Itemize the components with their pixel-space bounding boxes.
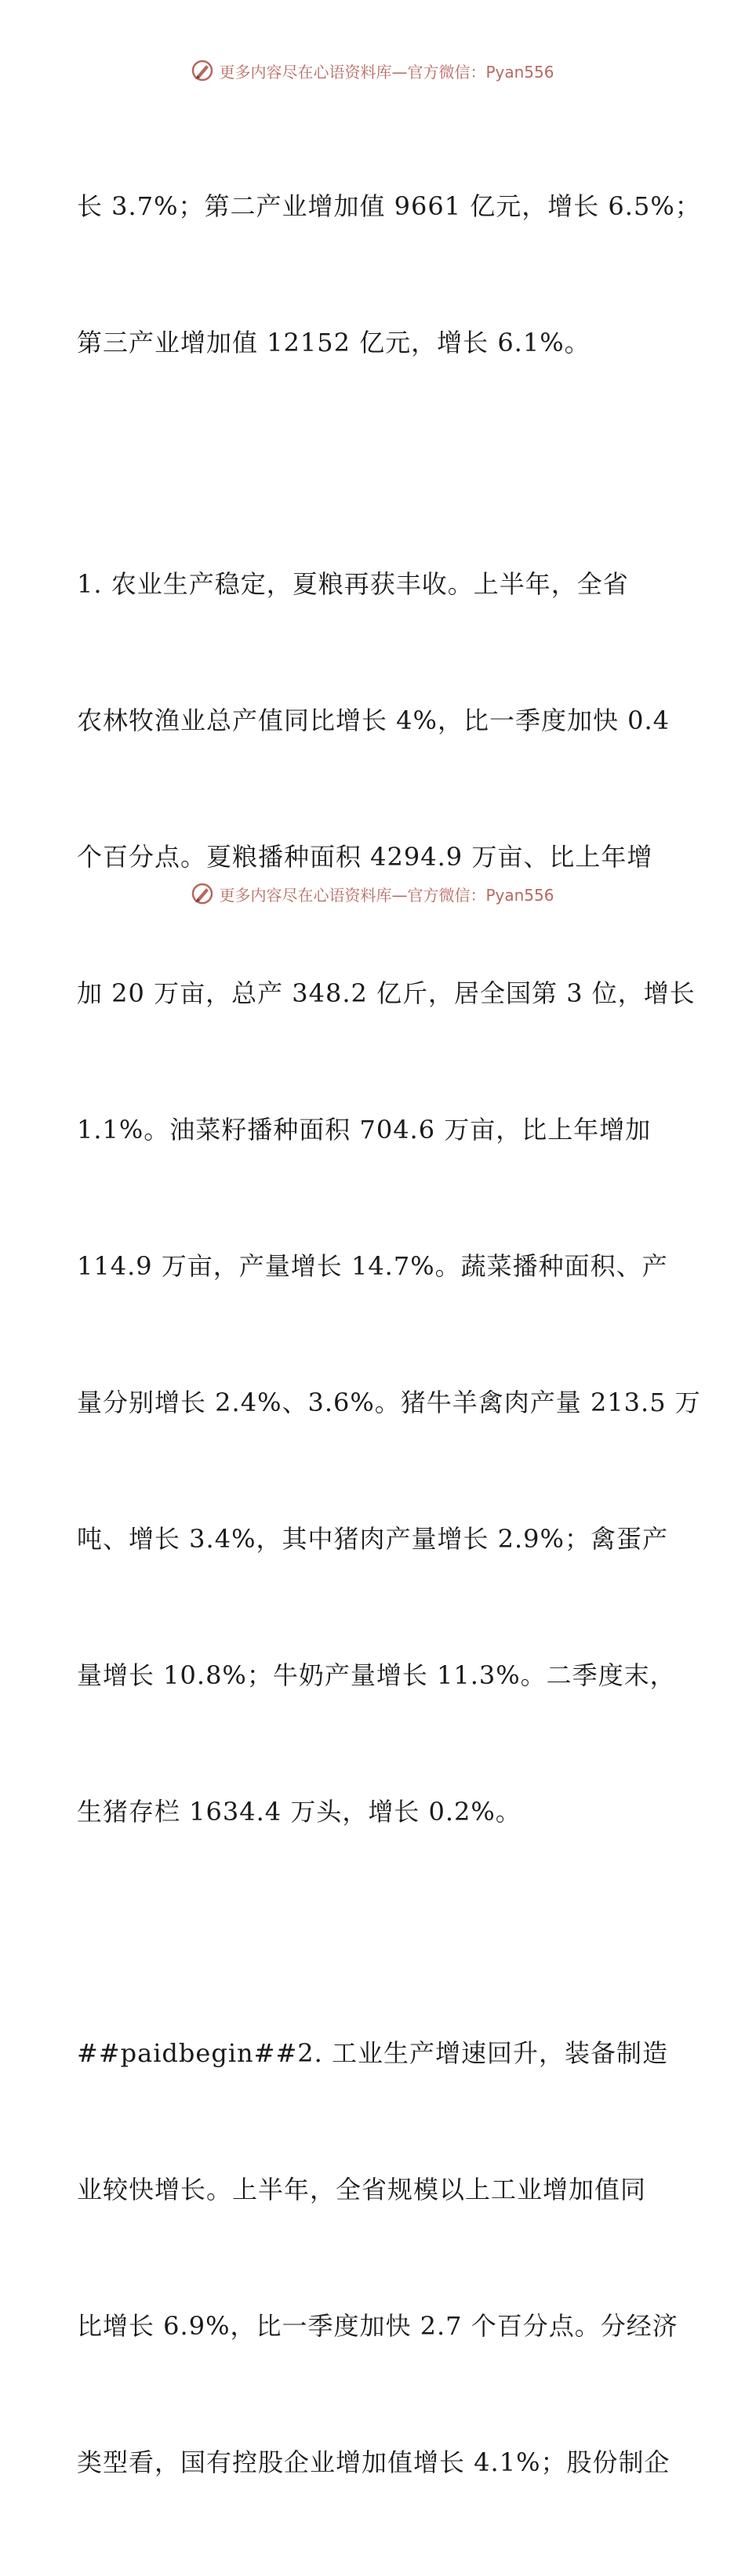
text-line: 业较快增长。上半年，全省规模以上工业增加值同 bbox=[77, 2175, 647, 2204]
text-line: 吨、增长 3.4%，其中猪肉产量增长 2.9%；禽蛋产 bbox=[77, 1524, 668, 1554]
footer-banner bbox=[0, 880, 745, 908]
header-banner-text: 更多内容尽在心语资料库—官方微信：Pyan556 bbox=[219, 62, 554, 82]
header-banner bbox=[0, 56, 745, 85]
text-line: 量增长 10.8%；牛奶产量增长 11.3%。二季度末， bbox=[77, 1660, 676, 1690]
text-line: ##paidbegin##2. 工业生产增速回升，装备制造 bbox=[77, 2038, 668, 2068]
text-line: 1.1%。油菜籽播种面积 704.6 万亩，比上年增加 bbox=[77, 1115, 652, 1145]
text-line: 长 3.7%；第二产业增加值 9661 亿元，增长 6.5%； bbox=[77, 191, 701, 221]
paragraph-3 bbox=[77, 1939, 681, 2576]
footer-banner-text: 更多内容尽在心语资料库—官方微信：Pyan556 bbox=[219, 885, 554, 905]
text-line: 加 20 万亩，总产 348.2 亿斤，居全国第 3 位，增长 bbox=[77, 978, 696, 1008]
text-line: 农林牧渔业总产值同比增长 4%，比一季度加快 0.4 bbox=[77, 706, 670, 735]
text-line: 第三产业增加值 12152 亿元，增长 6.1%。 bbox=[77, 328, 591, 357]
pen-logo-icon bbox=[191, 882, 214, 905]
text-line: 1. 农业生产稳定，夏粮再获丰收。上半年，全省 bbox=[77, 569, 629, 599]
text-line: 类型看，国有控股企业增加值增长 4.1%；股份制企 bbox=[77, 2447, 670, 2477]
paragraph-2 bbox=[77, 470, 701, 1925]
text-line: 个百分点。夏粮播种面积 4294.9 万亩、比上年增 bbox=[77, 842, 653, 872]
text-line: 生猪存栏 1634.4 万头，增长 0.2%。 bbox=[77, 1797, 522, 1827]
paragraph-1 bbox=[77, 93, 701, 456]
text-line: 比增长 6.9%，比一季度加快 2.7 个百分点。分经济 bbox=[77, 2311, 678, 2341]
text-line: 114.9 万亩，产量增长 14.7%。蔬菜播种面积、产 bbox=[77, 1251, 668, 1281]
text-line: 量分别增长 2.4%、3.6%。猪牛羊禽肉产量 213.5 万 bbox=[77, 1388, 701, 1417]
document-body bbox=[77, 93, 701, 2576]
pen-logo-icon bbox=[191, 59, 214, 82]
